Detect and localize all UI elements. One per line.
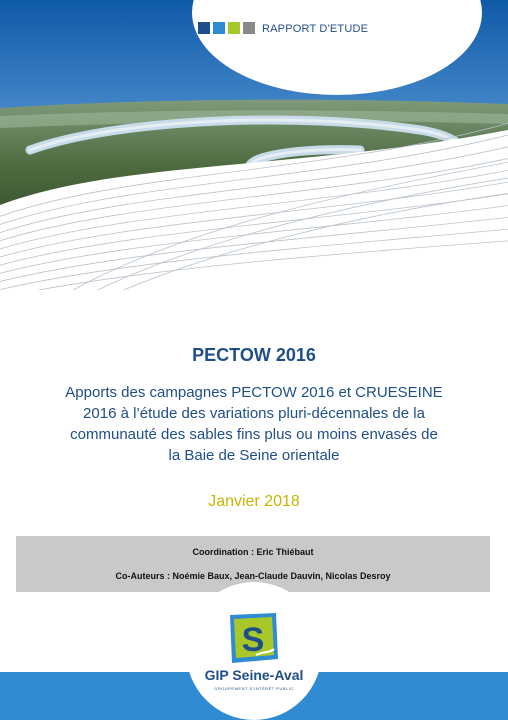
- square-grey: [243, 22, 255, 34]
- document-subtitle: [34, 382, 474, 466]
- logo-letter: S: [241, 621, 265, 659]
- subtitle-line: communauté des sables fins plus ou moins envasés de: [70, 426, 438, 443]
- square-light-blue: [213, 22, 225, 34]
- document-title: PECTOW 2016: [192, 345, 316, 365]
- gip-seine-aval-logo-icon: [226, 611, 282, 670]
- subtitle-line: la Baie de Seine orientale: [168, 447, 340, 464]
- document-date: Janvier 2018: [208, 493, 300, 510]
- header-color-squares: [198, 22, 255, 34]
- subtitle-line: Apports des campagnes PECTOW 2016 et CRUESEINE: [65, 384, 443, 401]
- square-dark-blue: [198, 22, 210, 34]
- coordination-line: Coordination : Eric Thiébaut: [192, 547, 314, 557]
- square-green: [228, 22, 240, 34]
- coauthors-line: Co-Auteurs : Noémie Baux, Jean-Claude Dauvin, Nicolas Desroy: [115, 571, 391, 581]
- logo-tagline: GROUPEMENT D'INTÉRÊT PUBLIC: [214, 686, 294, 691]
- logo-name: GIP Seine-Aval: [204, 667, 304, 683]
- report-type-label: RAPPORT D'ETUDE: [262, 23, 369, 35]
- subtitle-line: 2016 à l’étude des variations pluri-décennales de la: [83, 405, 425, 422]
